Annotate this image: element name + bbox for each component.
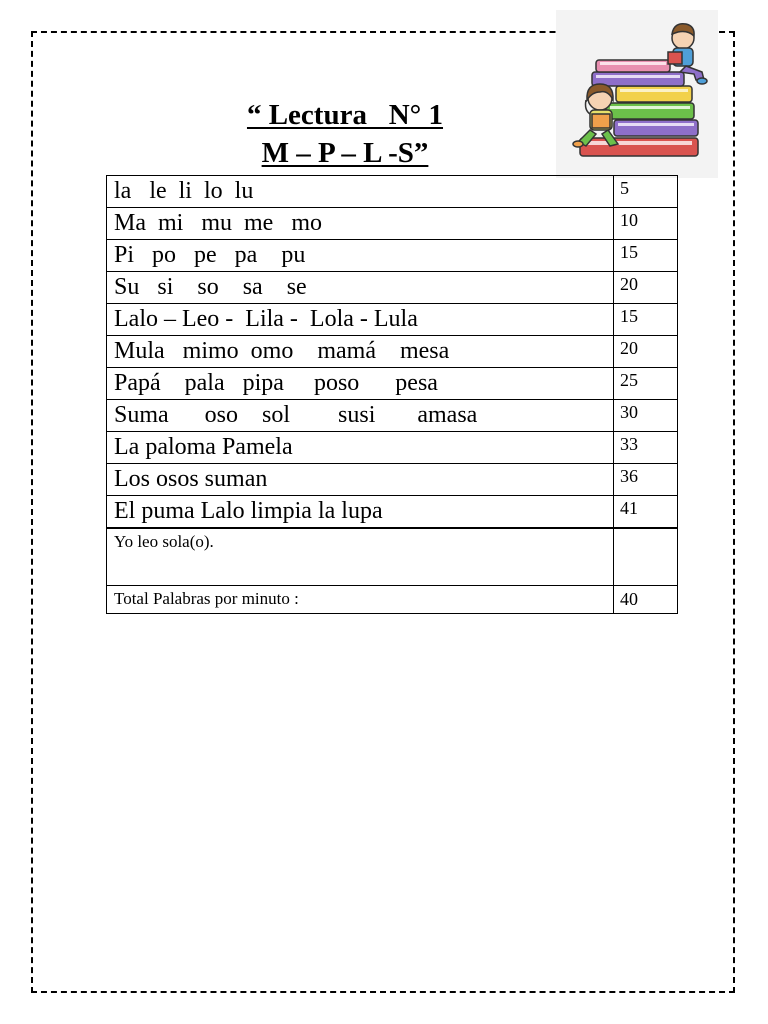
count-cell: 33 xyxy=(614,432,678,464)
note-row xyxy=(107,528,678,586)
word-cell: la le li lo lu xyxy=(107,176,614,208)
title-line-2: M – P – L -S” xyxy=(261,137,429,169)
reading-title xyxy=(160,96,530,172)
word-cell: Los osos suman xyxy=(107,464,614,496)
table-row xyxy=(107,304,678,336)
count-cell: 20 xyxy=(614,336,678,368)
word-cell: Suma oso sol susi amasa xyxy=(107,400,614,432)
count-cell: 25 xyxy=(614,368,678,400)
table-row xyxy=(107,432,678,464)
table-row xyxy=(107,400,678,432)
table-row xyxy=(107,336,678,368)
count-cell: 30 xyxy=(614,400,678,432)
word-cell: El puma Lalo limpia la lupa xyxy=(107,496,614,529)
table-row xyxy=(107,496,678,529)
books-stack-icon xyxy=(556,10,718,178)
count-cell: 20 xyxy=(614,272,678,304)
total-label-cell: Total Palabras por minuto : xyxy=(107,586,614,614)
count-cell: 36 xyxy=(614,464,678,496)
count-cell: 15 xyxy=(614,304,678,336)
count-cell: 5 xyxy=(614,176,678,208)
total-value-cell: 40 xyxy=(614,586,678,614)
word-cell: Su si so sa se xyxy=(107,272,614,304)
table-row xyxy=(107,240,678,272)
total-row xyxy=(107,586,678,614)
children-reading-on-books-illustration xyxy=(556,10,718,178)
count-cell: 15 xyxy=(614,240,678,272)
table-row xyxy=(107,176,678,208)
table-row xyxy=(107,272,678,304)
word-cell: Mula mimo omo mamá mesa xyxy=(107,336,614,368)
word-cell: Papá pala pipa poso pesa xyxy=(107,368,614,400)
note-value-cell xyxy=(614,528,678,586)
word-cell: Ma mi mu me mo xyxy=(107,208,614,240)
reading-table xyxy=(106,175,678,614)
word-cell: Pi po pe pa pu xyxy=(107,240,614,272)
title-line-1: “ Lectura N° 1 xyxy=(246,99,444,131)
note-cell: Yo leo sola(o). xyxy=(107,528,614,586)
count-cell: 10 xyxy=(614,208,678,240)
count-cell: 41 xyxy=(614,496,678,529)
word-cell: Lalo – Leo - Lila - Lola - Lula xyxy=(107,304,614,336)
table-row xyxy=(107,464,678,496)
word-cell: La paloma Pamela xyxy=(107,432,614,464)
table-row xyxy=(107,208,678,240)
table-row xyxy=(107,368,678,400)
